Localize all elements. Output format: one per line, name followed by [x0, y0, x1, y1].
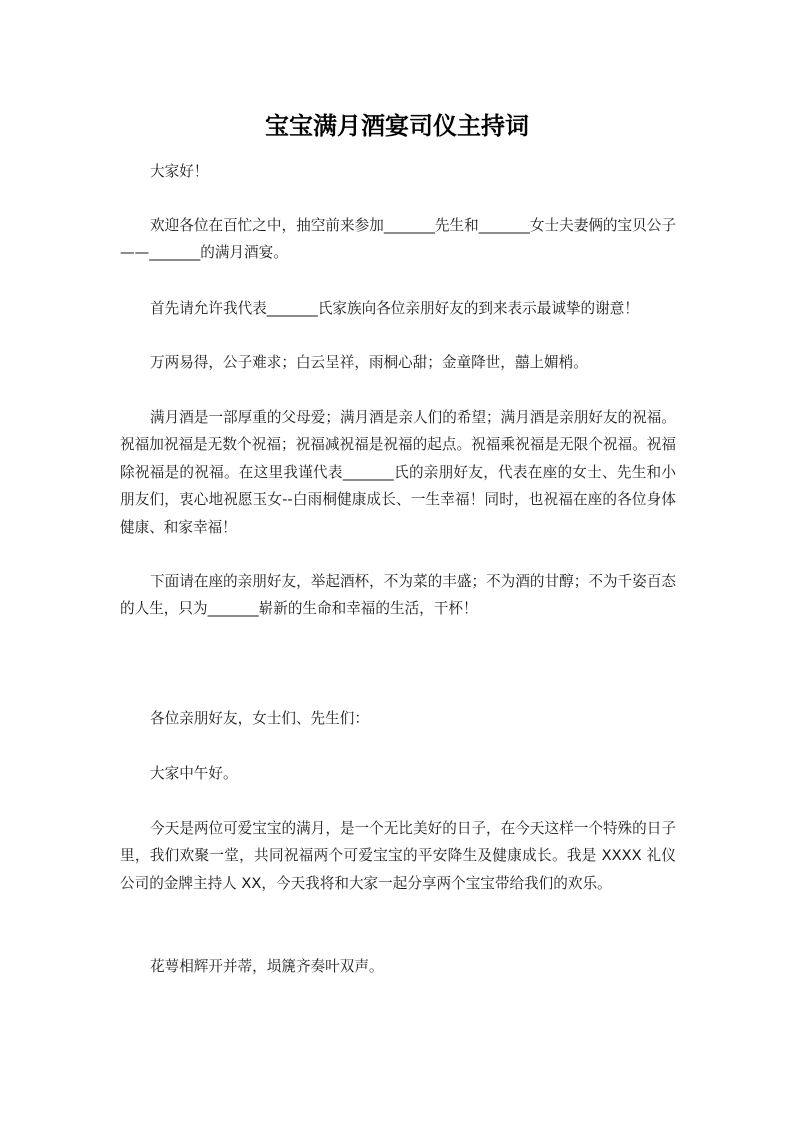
- paragraph-good-noon: 大家中午好。: [150, 765, 238, 782]
- document-title: 宝宝满月酒宴司仪主持词: [265, 112, 529, 140]
- paragraph-introduction: 今天是两位可爱宝宝的满月，是一个无比美好的日子，在今天这样一个特殊的日子里，我们欢聚一堂，共同祝福两个可爱宝宝的平安降生及健康成长。我是 XXXX 礼仪公司的金牌主持人 XX，今天我将和大家一起分享两个宝宝带给我们的欢乐。: [120, 820, 676, 892]
- paragraph-couplet: 万两易得，公子难求；白云呈祥，雨桐心甜；金童降世，囍上媚梢。: [150, 354, 588, 371]
- paragraph-welcome: 欢迎各位在百忙之中，抽空前来参加_______先生和_______女士夫妻俩的宝贝公子——_______的满月酒宴。: [120, 217, 676, 262]
- paragraph-toast: 下面请在座的亲朋好友，举起酒杯，不为菜的丰盛；不为酒的甘醇；不为千姿百态的人生，只为_______崭新的生命和幸福的生活，干杯！: [120, 573, 676, 618]
- paragraph-verse: 花萼相辉开并蒂，埙篪齐奏叶双声。: [150, 958, 384, 975]
- paragraph-blessing: 满月酒是一部厚重的父母爱；满月酒是亲人们的希望；满月酒是亲朋好友的祝福。祝福加祝福是无数个祝福；祝福减祝福是祝福的起点。祝福乘祝福是无限个祝福。祝福除祝福是的祝福。在这里我谨代表_______氏的亲朋好友，代表在座的女士、先生和小朋友们，衷心地祝愿玉女--白雨桐健康成长、一生幸福！同时，也祝福在座的各位身体健康、和家幸福！: [120, 409, 676, 536]
- paragraph-thanks: 首先请允许我代表_______氏家族向各位亲朋好友的到来表示最诚挚的谢意！: [150, 300, 639, 317]
- paragraph-address: 各位亲朋好友，女士们、先生们：: [150, 710, 369, 727]
- paragraph-greeting: 大家好！: [150, 163, 209, 180]
